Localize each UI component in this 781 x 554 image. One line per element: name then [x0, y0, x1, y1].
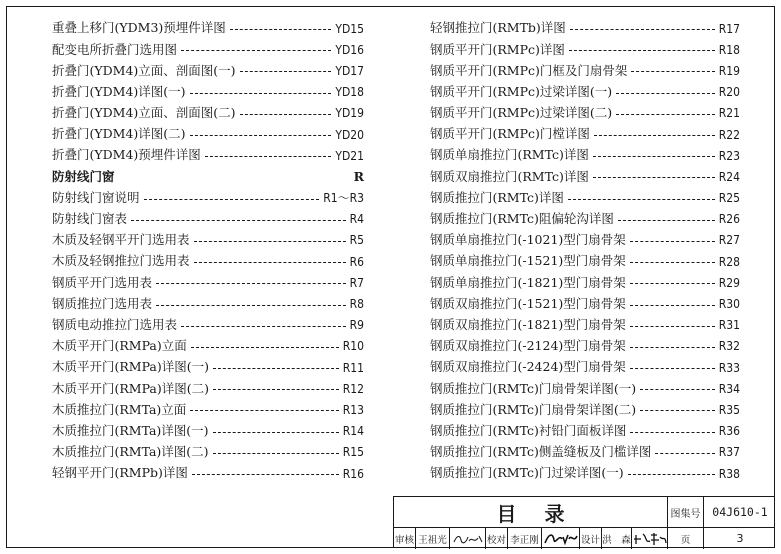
dash-leader: [630, 368, 715, 369]
dash-leader: [593, 177, 715, 178]
toc-entry: [430, 145, 740, 166]
toc-entry: [52, 124, 364, 145]
toc-entry-title: 钢质推拉门(RMTc)门扇骨架详图(二): [430, 401, 637, 417]
toc-entry: [52, 60, 364, 81]
toc-entry-code: YD16: [335, 42, 364, 57]
toc-entry: [52, 272, 364, 293]
toc-entry-title: 钢质平开门(RMPc)过梁详图(一): [430, 83, 613, 99]
toc-entry-code: R31: [718, 318, 740, 333]
toc-entry-title: 木质平开门(RMPa)详图(一): [52, 359, 210, 375]
toc-entry-title: 钢质双扇推拉门(-1821)型门扇骨架: [430, 316, 626, 332]
toc-entry-title: 木质推拉门(RMTa)详图(二): [52, 444, 209, 460]
toc-entry-title: 钢质双扇推拉门(-1521)型门扇骨架: [430, 295, 626, 311]
dash-leader: [205, 156, 332, 157]
toc-entry-code: R26: [718, 212, 740, 227]
toc-entry-title: 木质推拉门(RMTa)详图(一): [52, 422, 209, 438]
checker-name: 李正刚: [508, 528, 542, 549]
dash-leader: [630, 326, 715, 327]
toc-entry-code: R23: [718, 148, 740, 163]
review-label: 审核: [394, 528, 416, 549]
toc-entry: [52, 357, 364, 378]
dash-leader: [628, 474, 715, 475]
atlas-number-label: 图集号: [668, 497, 704, 527]
reviewer-signature-mark: [452, 532, 484, 546]
dash-leader: [655, 453, 714, 454]
toc-section-heading: [52, 166, 364, 187]
toc-entry: [430, 463, 740, 484]
toc-entry: [52, 378, 364, 399]
toc-entry: [430, 251, 740, 272]
toc-entry-code: R37: [718, 445, 740, 460]
toc-entry-code: R29: [718, 275, 740, 290]
toc-entry: [430, 315, 740, 336]
toc-entry: [52, 82, 364, 103]
toc-entry: [430, 166, 740, 187]
toc-entry-code: R4: [349, 212, 364, 227]
toc-entry-code: R20: [718, 85, 740, 100]
dash-leader: [640, 389, 715, 390]
toc-entry-code: R5: [349, 233, 364, 248]
toc-entry-code: R19: [718, 63, 740, 78]
toc-entry-code: R11: [342, 360, 364, 375]
toc-entry-code: R35: [718, 402, 740, 417]
toc-entry-code: R: [353, 168, 364, 184]
toc-entry-title: 木质推拉门(RMTa)立面: [52, 401, 187, 417]
toc-entry-code: R8: [349, 297, 364, 312]
toc-entry-code: R15: [342, 445, 364, 460]
reviewer-name: 王祖光: [416, 528, 450, 549]
toc-entry-code: R22: [718, 127, 740, 142]
toc-entry-code: R34: [718, 381, 740, 396]
toc-entry-code: R1～R3: [323, 191, 364, 206]
toc-entry-title: 防射线门窗: [52, 168, 115, 184]
toc-entry: [430, 188, 740, 209]
toc-entry: [430, 230, 740, 251]
designer-name: 洪 森: [602, 528, 632, 549]
toc-entry: [52, 39, 364, 60]
checker-signature-mark: [543, 531, 579, 547]
toc-entry-code: R13: [342, 402, 364, 417]
toc-entry-code: R28: [718, 254, 740, 269]
dash-leader: [190, 135, 332, 136]
title-block: [393, 496, 775, 548]
toc-entry: [52, 336, 364, 357]
toc-entry: [52, 463, 364, 484]
toc-entry-title: 防射线门窗说明: [52, 189, 140, 205]
toc-entry-code: R6: [349, 254, 364, 269]
toc-entry-title: 钢质平开门选用表: [52, 274, 153, 290]
document-title: 目录: [394, 497, 668, 528]
page-number: 3: [736, 532, 744, 545]
toc-entry-code: R27: [718, 233, 740, 248]
toc-entry-title: 木质平开门(RMPa)立面: [52, 338, 187, 354]
dash-leader: [191, 347, 339, 348]
toc-entry-title: 轻钢平开门(RMPb)详图: [52, 465, 188, 481]
toc-entry: [52, 103, 364, 124]
toc-entry: [52, 399, 364, 420]
toc-entry: [52, 188, 364, 209]
toc-entry-code: R9: [349, 318, 364, 333]
dash-leader: [213, 432, 339, 433]
toc-entry-title: 钢质单扇推拉门(-1821)型门扇骨架: [430, 274, 626, 290]
dash-leader: [192, 474, 339, 475]
toc-entry-title: 钢质双扇推拉门(-2424)型门扇骨架: [430, 359, 626, 375]
toc-entry: [430, 293, 740, 314]
toc-entry-title: 钢质平开门(RMPc)门框及门扇骨架: [430, 62, 628, 78]
toc-entry-title: 钢质推拉门(RMTc)门扇骨架详图(一): [430, 380, 637, 396]
dash-leader: [213, 453, 339, 454]
toc-entry-title: 钢质电动推拉门选用表: [52, 316, 178, 332]
dash-leader: [640, 410, 715, 411]
toc-entry-title: 钢质平开门(RMPc)过梁详图(二): [430, 105, 613, 121]
toc-entry: [430, 103, 740, 124]
toc-entry-title: 钢质推拉门选用表: [52, 295, 153, 311]
dash-leader: [616, 114, 715, 115]
toc-entry: [430, 18, 740, 39]
toc-entry-title: 钢质推拉门(RMTc)详图: [430, 189, 564, 205]
dash-leader: [190, 93, 332, 94]
toc-entry: [430, 421, 740, 442]
toc-entry-title: 钢质单扇推拉门(-1521)型门扇骨架: [430, 253, 626, 269]
toc-entry-code: YD19: [335, 106, 364, 121]
dash-leader: [213, 389, 339, 390]
dash-leader: [230, 29, 332, 30]
page-label: 页: [668, 528, 704, 549]
dash-leader: [594, 135, 715, 136]
toc-entry-code: R14: [342, 424, 364, 439]
toc-entry-title: 轻钢推拉门(RMTb)详图: [430, 20, 566, 36]
toc-entry-title: 折叠门(YDM4)预埋件详图: [52, 147, 201, 163]
toc-entry-title: 钢质双扇推拉门(RMTc)详图: [430, 168, 589, 184]
dash-leader: [144, 199, 320, 200]
toc-column-right: [430, 18, 740, 484]
toc-entry-title: 重叠上移门(YDM3)预埋件详图: [52, 20, 226, 36]
dash-leader: [240, 114, 332, 115]
dash-leader: [568, 199, 715, 200]
toc-entry: [430, 378, 740, 399]
toc-entry: [430, 272, 740, 293]
toc-entry-code: R32: [718, 339, 740, 354]
toc-entry: [52, 209, 364, 230]
dash-leader: [570, 29, 715, 30]
dash-leader: [616, 93, 715, 94]
toc-entry-title: 钢质推拉门(RMTc)阻偏轮沟详图: [430, 211, 614, 227]
dash-leader: [194, 262, 346, 263]
atlas-number: 04J610-1: [712, 505, 768, 519]
dash-leader: [190, 410, 338, 411]
dash-leader: [630, 283, 715, 284]
toc-entry-title: 钢质平开门(RMPc)详图: [430, 41, 565, 57]
toc-entry: [430, 124, 740, 145]
toc-entry-code: R21: [718, 106, 740, 121]
dash-leader: [156, 305, 346, 306]
toc-entry-title: 折叠门(YDM4)详图(一): [52, 83, 186, 99]
toc-entry: [430, 39, 740, 60]
checker-signature: [542, 528, 580, 549]
toc-entry-code: R30: [718, 297, 740, 312]
dash-leader: [630, 432, 714, 433]
dash-leader: [240, 71, 332, 72]
toc-entry-title: 钢质单扇推拉门(RMTc)详图: [430, 147, 589, 163]
toc-entry: [52, 315, 364, 336]
toc-entry-code: R36: [718, 424, 740, 439]
dash-leader: [631, 71, 714, 72]
toc-entry-title: 木质及轻钢平开门选用表: [52, 232, 190, 248]
title-block-top-row: [394, 497, 775, 528]
toc-entry-code: R25: [718, 191, 740, 206]
dash-leader: [569, 50, 715, 51]
toc-entry: [52, 230, 364, 251]
toc-entry-title: 木质及轻钢推拉门选用表: [52, 253, 190, 269]
check-label: 校对: [486, 528, 508, 549]
dash-leader: [213, 368, 339, 369]
toc-entry-title: 钢质推拉门(RMTc)门过梁详图(一): [430, 465, 624, 481]
toc-entry-title: 钢质双扇推拉门(-2124)型门扇骨架: [430, 338, 626, 354]
toc-entry: [430, 399, 740, 420]
dash-leader: [181, 326, 346, 327]
dash-leader: [630, 347, 715, 348]
toc-entry-code: YD18: [335, 85, 364, 100]
toc-entry-title: 钢质单扇推拉门(-1021)型门扇骨架: [430, 232, 626, 248]
toc-entry-title: 折叠门(YDM4)详图(二): [52, 126, 186, 142]
toc-entry: [430, 357, 740, 378]
dash-leader: [593, 156, 715, 157]
toc-entry-code: R18: [718, 42, 740, 57]
toc-entry: [52, 293, 364, 314]
designer-signature-mark: [633, 531, 667, 547]
toc-entry-title: 折叠门(YDM4)立面、剖面图(二): [52, 105, 236, 121]
title-block-signature-row: [394, 528, 775, 549]
toc-entry-code: YD17: [335, 63, 364, 78]
toc-entry-code: R33: [718, 360, 740, 375]
toc-entry: [430, 82, 740, 103]
dash-leader: [630, 305, 715, 306]
toc-column-left: [52, 18, 364, 484]
toc-entry-code: R10: [342, 339, 364, 354]
toc-entry-code: R7: [349, 275, 364, 290]
dash-leader: [630, 241, 715, 242]
reviewer-signature: [450, 528, 486, 549]
toc-entry-code: R38: [718, 466, 740, 481]
dash-leader: [630, 262, 715, 263]
dash-leader: [181, 50, 331, 51]
toc-entry: [52, 145, 364, 166]
toc-entry: [430, 209, 740, 230]
toc-entry-title: 防射线门窗表: [52, 211, 128, 227]
designer-signature: [632, 528, 668, 549]
toc-entry: [430, 60, 740, 81]
toc-entry: [52, 18, 364, 39]
toc-entry-code: YD15: [335, 21, 364, 36]
toc-entry: [52, 421, 364, 442]
toc-entry-code: R12: [342, 381, 364, 396]
toc-entry-title: 木质平开门(RMPa)详图(二): [52, 380, 210, 396]
toc-entry: [52, 442, 364, 463]
toc-entry-code: YD20: [335, 127, 364, 142]
dash-leader: [156, 283, 346, 284]
design-label: 设计: [580, 528, 602, 549]
toc-entry-title: 钢质推拉门(RMTc)侧盖缝板及门槛详图: [430, 444, 652, 460]
toc-entry: [52, 251, 364, 272]
toc-entry-title: 配变电所折叠门选用图: [52, 41, 178, 57]
toc-entry-code: R24: [718, 169, 740, 184]
dash-leader: [618, 220, 715, 221]
dash-leader: [131, 220, 346, 221]
toc-entry-title: 钢质平开门(RMPc)门樘详图: [430, 126, 590, 142]
dash-leader: [194, 241, 346, 242]
toc-entry-code: R17: [718, 21, 740, 36]
toc-entry: [430, 336, 740, 357]
toc-entry-title: 钢质推拉门(RMTc)衬铅门面板详图: [430, 422, 627, 438]
toc-entry-code: YD21: [335, 148, 364, 163]
toc-entry: [430, 442, 740, 463]
toc-entry-code: R16: [342, 466, 364, 481]
toc-entry-title: 折叠门(YDM4)立面、剖面图(一): [52, 62, 236, 78]
